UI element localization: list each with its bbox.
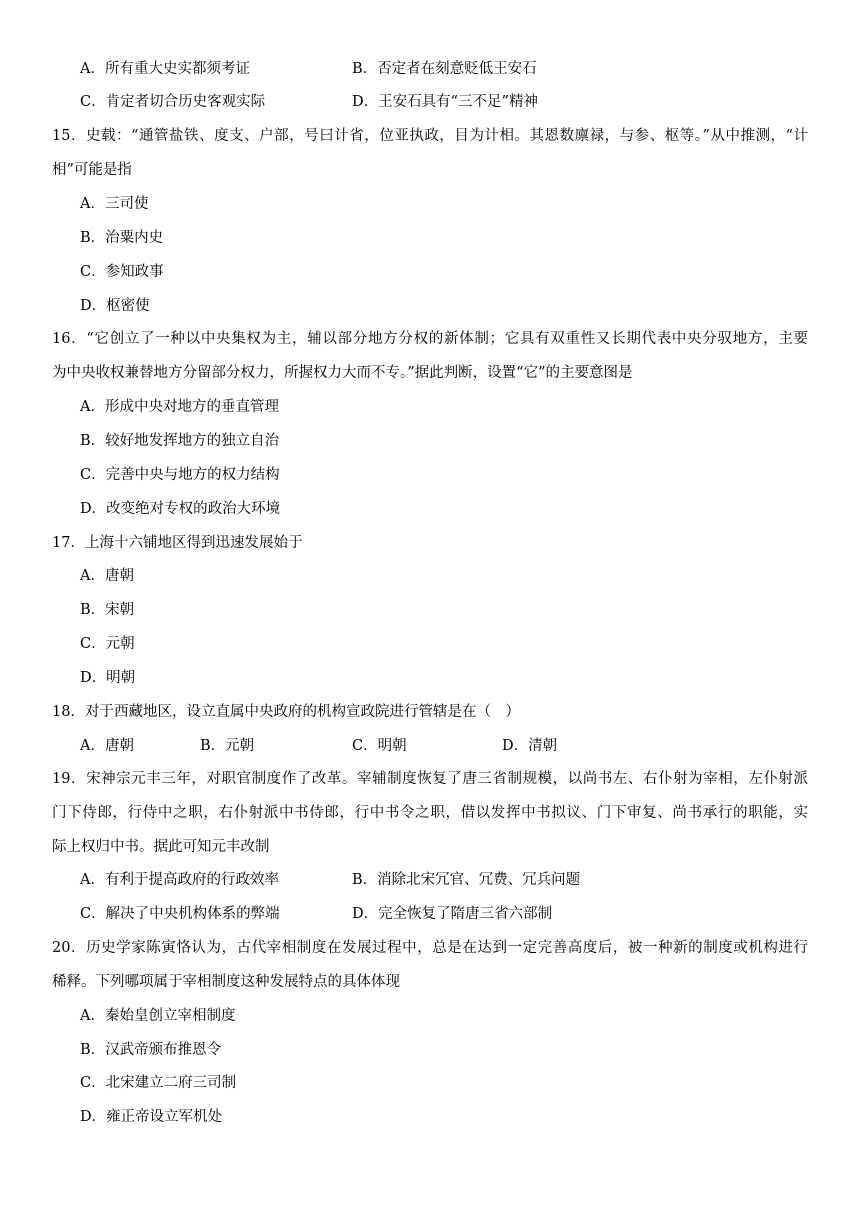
q18-option-d[interactable] xyxy=(502,736,557,756)
option-letter: C． xyxy=(80,264,106,280)
option-text: 明朝 xyxy=(377,738,407,754)
option-text: 治粟内史 xyxy=(105,230,164,246)
q18-option-a[interactable] xyxy=(80,736,134,756)
option-text: 完善中央与地方的权力结构 xyxy=(105,467,280,483)
q18-option-b[interactable] xyxy=(200,736,254,756)
option-text: 清朝 xyxy=(528,738,558,754)
option-letter: C． xyxy=(80,1075,106,1091)
option-letter: A． xyxy=(80,1008,105,1024)
option-letter: C． xyxy=(352,738,378,754)
question-number: 20． xyxy=(52,940,87,956)
option-text: 有利于提高政府的行政效率 xyxy=(104,872,279,888)
option-text: 唐朝 xyxy=(104,738,134,754)
option-letter: A． xyxy=(80,738,105,754)
option-letter: D． xyxy=(80,298,107,314)
option-text: 元朝 xyxy=(225,738,255,754)
question-stem: 对于西藏地区，设立直属中央政府的机构宣政院进行管辖是在（ ） xyxy=(84,704,520,720)
option-text: 王安石具有“三不足”精神 xyxy=(378,94,538,110)
q14-option-c[interactable] xyxy=(80,92,265,112)
option-letter: D． xyxy=(352,94,379,110)
q19-stem-line1 xyxy=(52,769,808,789)
q16-option-a[interactable] xyxy=(80,397,279,417)
option-letter: B． xyxy=(352,61,378,77)
q18-stem-line1 xyxy=(52,702,520,722)
q19-option-b[interactable] xyxy=(352,870,580,890)
option-letter: C． xyxy=(80,94,106,110)
q19-option-a[interactable] xyxy=(80,870,279,890)
option-text: 汉武帝颁布推恩令 xyxy=(105,1042,222,1058)
option-text: 宋朝 xyxy=(105,602,135,618)
option-letter: C． xyxy=(80,636,106,652)
q15-option-c[interactable] xyxy=(80,262,164,282)
q15-option-a[interactable] xyxy=(80,194,148,214)
option-letter: B． xyxy=(80,433,106,449)
question-number: 19． xyxy=(52,771,87,787)
q14-option-a[interactable] xyxy=(80,59,250,79)
question-stem: 史载：“通管盐铁、度支、户部，号曰计省，位亚执政，目为计相。其恩数廪禄，与参、枢等。”从中推测，“计 xyxy=(86,128,809,144)
option-letter: A． xyxy=(80,61,105,77)
q17-option-d[interactable] xyxy=(80,668,135,688)
question-stem: “它创立了一种以中央集权为主，辅以部分地方分权的新体制；它具有双重性又长期代表中央分驭地方，主要 xyxy=(86,331,808,347)
option-text: 消除北宋冗官、冗费、冗兵问题 xyxy=(377,872,581,888)
option-letter: B． xyxy=(80,602,106,618)
option-letter: D． xyxy=(80,1109,107,1125)
option-letter: C． xyxy=(80,467,106,483)
option-letter: A． xyxy=(80,196,105,212)
q20-option-d[interactable] xyxy=(80,1107,222,1127)
q17-stem-line1 xyxy=(52,533,302,553)
q16-stem-line2: 为中央收权兼替地方分留部分权力，所握权力大而不专。”据此判断，设置“它”的主要意图是 xyxy=(52,365,633,381)
question-stem: 宋神宗元丰三年，对职官制度作了改革。宰辅制度恢复了唐三省制规模，以尚书左、右仆射为宰相，左仆射派 xyxy=(86,771,809,787)
q18-option-c[interactable] xyxy=(352,736,407,756)
option-letter: C． xyxy=(80,906,106,922)
option-letter: D． xyxy=(502,738,529,754)
q17-option-a[interactable] xyxy=(80,566,134,586)
option-text: 改变绝对专权的政治大环境 xyxy=(106,501,281,517)
q16-stem-line1 xyxy=(52,329,808,349)
option-letter: A． xyxy=(80,568,105,584)
q16-option-d[interactable] xyxy=(80,499,280,519)
q20-stem-line2: 稀释。下列哪项属于宰相制度这种发展特点的具体体现 xyxy=(52,974,400,990)
question-number: 17． xyxy=(52,535,85,551)
option-letter: D． xyxy=(80,501,107,517)
question-number: 18． xyxy=(52,704,85,720)
question-stem: 上海十六铺地区得到迅速发展始于 xyxy=(84,535,303,551)
option-letter: B． xyxy=(200,738,226,754)
option-letter: A． xyxy=(80,399,105,415)
option-text: 唐朝 xyxy=(104,568,134,584)
q15-option-d[interactable] xyxy=(80,296,150,316)
option-letter: B． xyxy=(352,872,378,888)
q16-option-b[interactable] xyxy=(80,431,279,451)
q19-option-c[interactable] xyxy=(80,904,280,924)
option-text: 明朝 xyxy=(106,670,136,686)
option-text: 肯定者切合历史客观实际 xyxy=(105,94,266,110)
q20-stem-line1 xyxy=(52,938,808,958)
option-text: 形成中央对地方的垂直管理 xyxy=(104,399,279,415)
option-text: 解决了中央机构体系的弊端 xyxy=(105,906,280,922)
option-text: 所有重大史实都须考证 xyxy=(104,61,250,77)
option-text: 秦始皇创立宰相制度 xyxy=(104,1008,236,1024)
q17-option-c[interactable] xyxy=(80,634,135,654)
option-text: 否定者在刻意贬低王安石 xyxy=(377,61,537,77)
option-text: 雍正帝设立军机处 xyxy=(106,1109,223,1125)
q15-stem-line2: 相”可能是指 xyxy=(52,162,132,178)
q19-stem-line2: 门下侍郎，行侍中之职，右仆射派中书侍郎，行中书令之职，借以发挥中书拟议、门下审复、尚书承行的职能，实 xyxy=(52,805,808,821)
question-number: 16． xyxy=(52,331,87,347)
q14-option-b[interactable] xyxy=(352,59,537,79)
option-letter: D． xyxy=(352,906,379,922)
option-letter: D． xyxy=(80,670,107,686)
q20-option-b[interactable] xyxy=(80,1040,221,1060)
option-letter: B． xyxy=(80,230,106,246)
q17-option-b[interactable] xyxy=(80,600,134,620)
q15-option-b[interactable] xyxy=(80,228,163,248)
q20-option-c[interactable] xyxy=(80,1073,236,1093)
question-number: 15． xyxy=(52,128,86,144)
q16-option-c[interactable] xyxy=(80,465,280,485)
option-text: 三司使 xyxy=(104,196,149,212)
option-text: 北宋建立二府三司制 xyxy=(105,1075,237,1091)
q14-option-d[interactable] xyxy=(352,92,538,112)
option-text: 枢密使 xyxy=(106,298,150,314)
q19-stem-line3: 际上权归中书。据此可知元丰改制 xyxy=(52,839,270,855)
option-text: 完全恢复了隋唐三省六部制 xyxy=(378,906,553,922)
option-text: 参知政事 xyxy=(105,264,164,280)
q19-option-d[interactable] xyxy=(352,904,552,924)
option-letter: B． xyxy=(80,1042,106,1058)
option-letter: A． xyxy=(80,872,105,888)
q20-option-a[interactable] xyxy=(80,1006,235,1026)
question-stem: 历史学家陈寅恪认为，古代宰相制度在发展过程中，总是在达到一定完善高度后，被一种新的制度或机构进行 xyxy=(86,940,809,956)
option-text: 元朝 xyxy=(105,636,135,652)
option-text: 较好地发挥地方的独立自治 xyxy=(105,433,280,449)
q15-stem-line1 xyxy=(52,126,808,146)
